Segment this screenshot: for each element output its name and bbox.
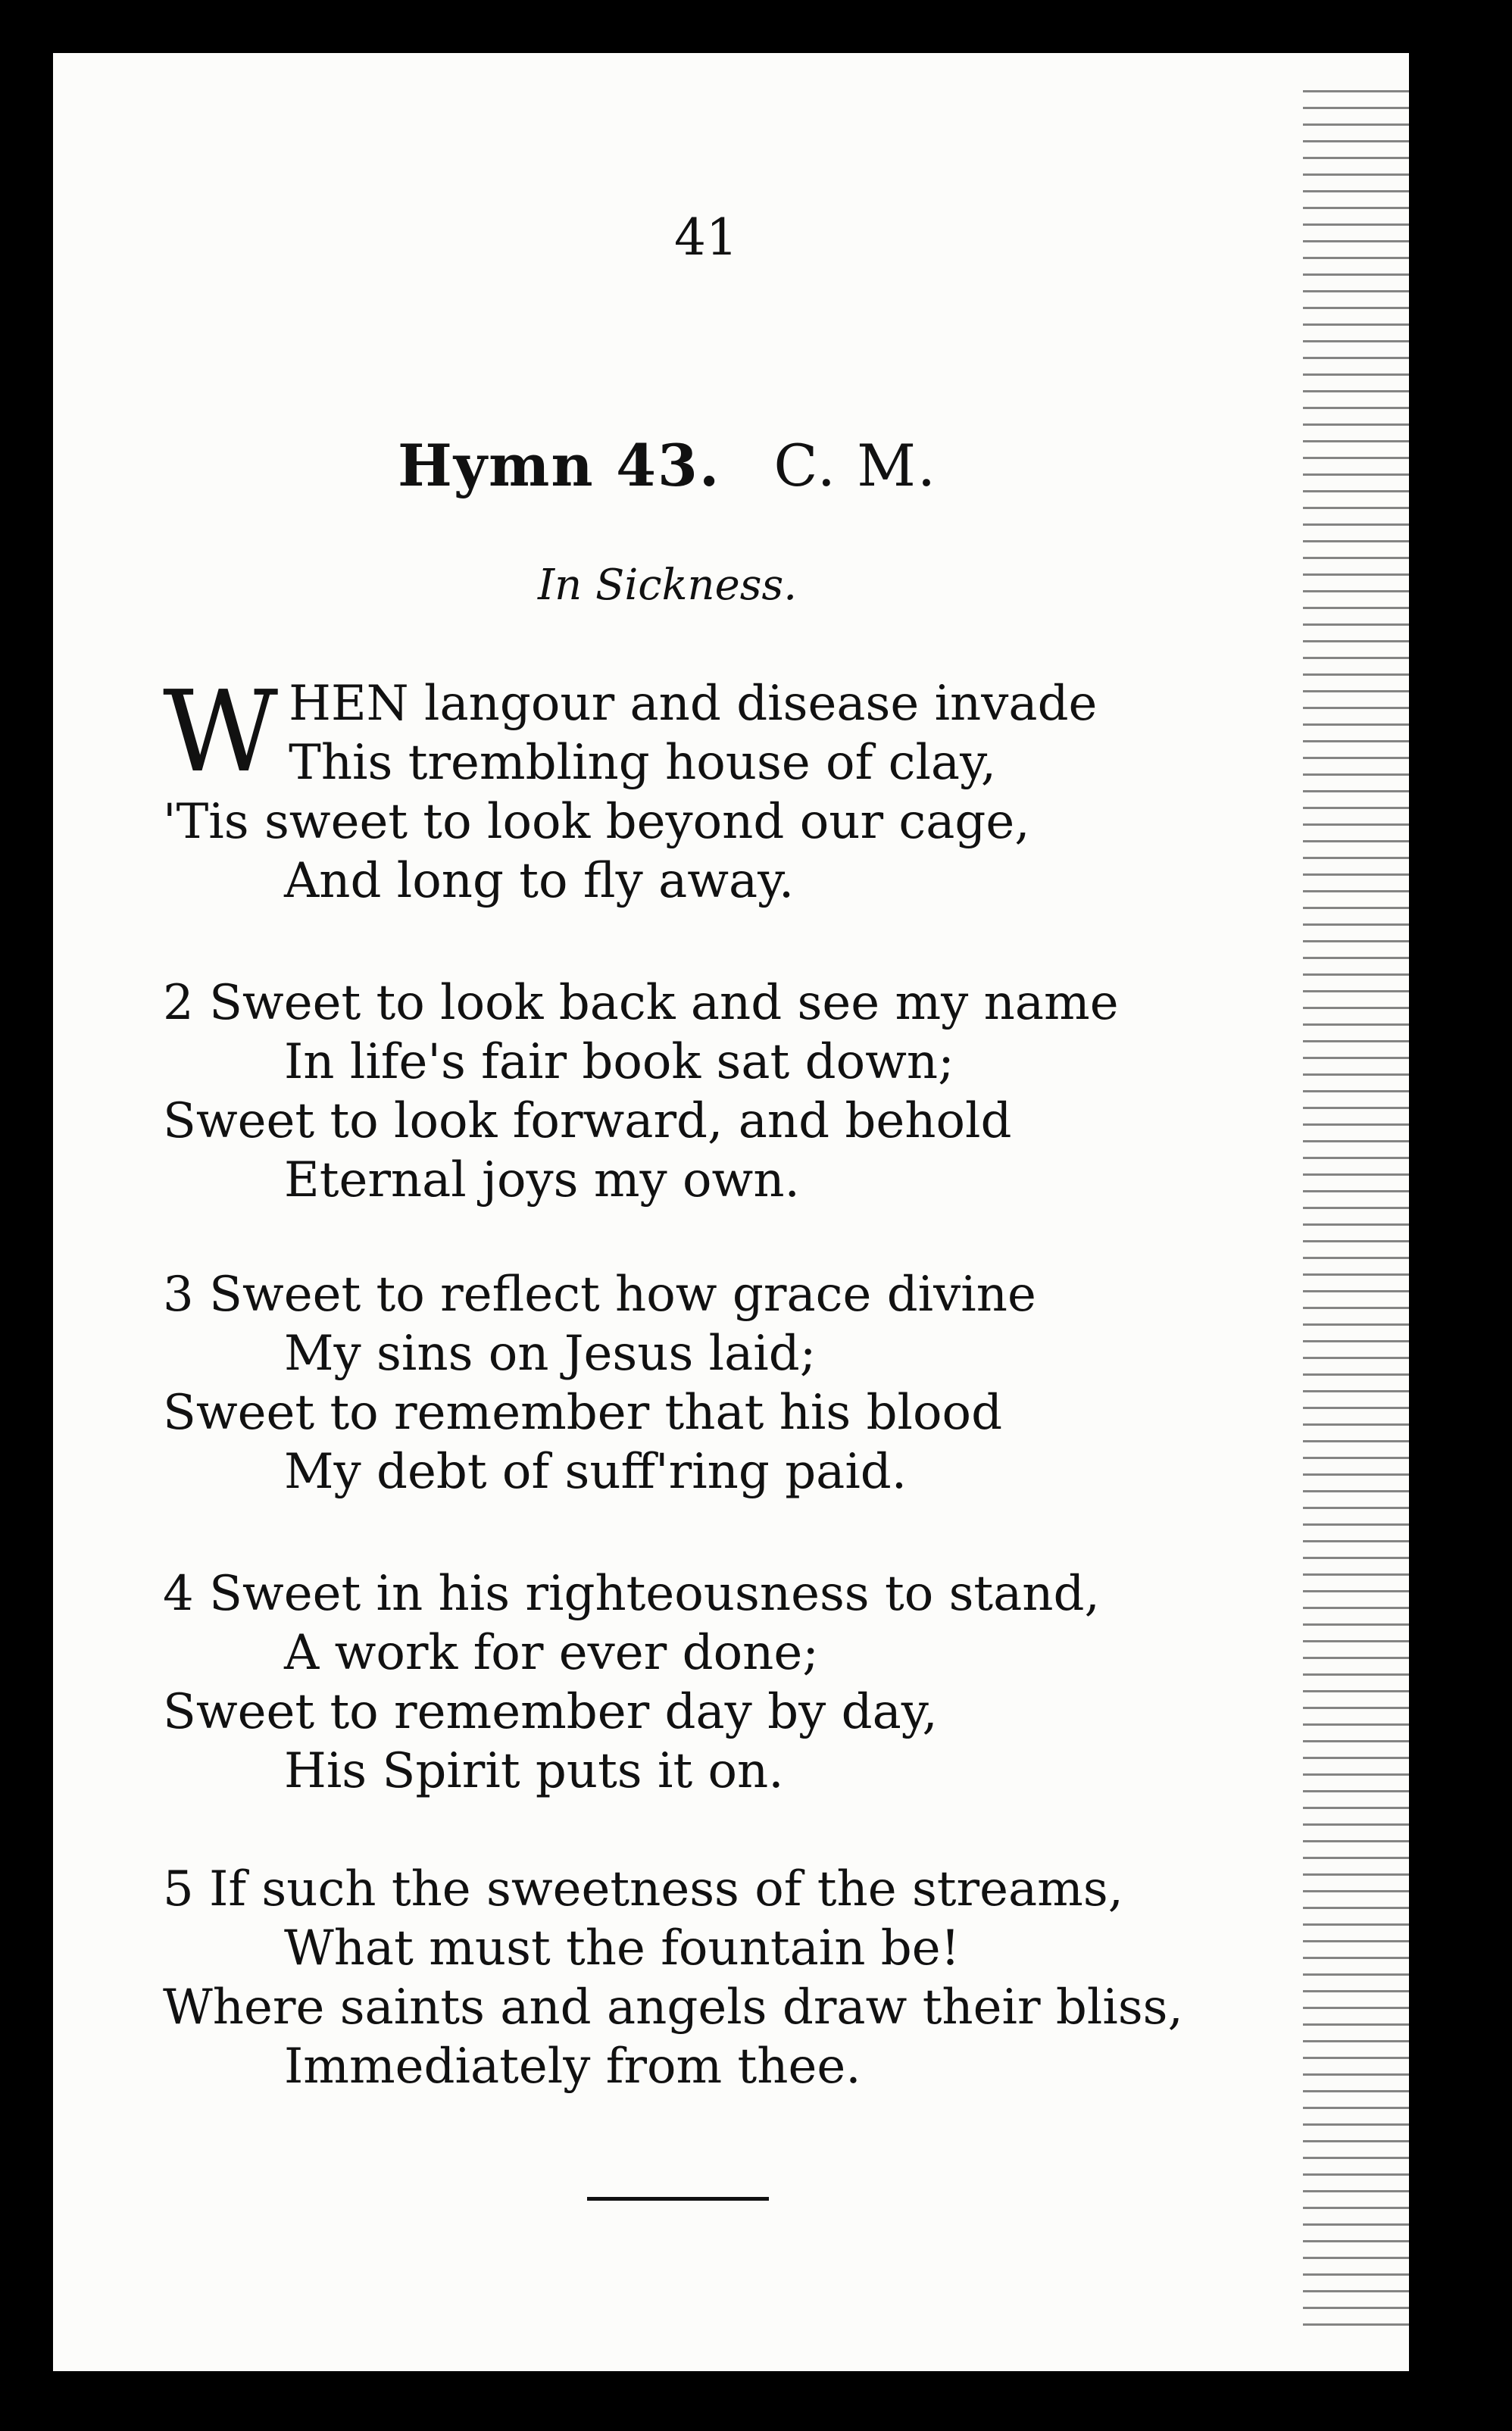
stanza-line: Eternal joys my own. [284,1152,800,1208]
stanza-line: Sweet to remember day by day, [163,1684,938,1740]
stanza-line: Immediately from thee. [284,2039,861,2095]
stanza-line: 2 Sweet to look back and see my name [163,975,1119,1031]
drop-cap: W [163,667,279,797]
stanza-line: My debt of suff'ring paid. [284,1444,908,1500]
end-rule [587,2197,769,2201]
book-page [53,53,1409,2371]
hymn-title [398,432,937,499]
page-number: 41 [674,208,738,267]
stanza-line: This trembling house of clay, [289,735,997,791]
stanza-line: 3 Sweet to reflect how grace divine [163,1267,1036,1323]
stanza-line: My sins on Jesus laid; [284,1326,817,1382]
stanza-2 [163,973,1119,1210]
stanza-3 [163,1265,1036,1501]
stanza-line: A work for ever done; [284,1625,819,1681]
stanza-line: 'Tis sweet to look beyond our cage, [163,794,1030,850]
stanza-line: Sweet to look forward, and behold [163,1093,1012,1149]
stanza-line: What must the fountain be! [284,1920,961,1976]
stanza-line: Sweet to remember that his blood [163,1385,1003,1441]
stanza-1 [163,667,1098,911]
stanza-line: HEN langour and disease invade [289,676,1098,732]
stanza-line: 5 If such the sweetness of the streams, [163,1861,1123,1917]
stanza-line: In life's fair book sat down; [284,1034,954,1090]
stanza-4 [163,1564,1100,1801]
hymn-meter: C. M. [773,432,938,499]
stanza-5 [163,1860,1183,2096]
page-edge [1303,83,1409,2326]
hymn-subtitle: In Sickness. [538,561,798,610]
hymn-number: Hymn 43. [398,432,721,499]
stanza-line: 4 Sweet in his righteousness to stand, [163,1566,1100,1622]
stanza-line: His Spirit puts it on. [284,1743,784,1799]
stanza-line: And long to fly away. [284,853,795,909]
stanza-line: Where saints and angels draw their bliss, [163,1979,1183,2036]
